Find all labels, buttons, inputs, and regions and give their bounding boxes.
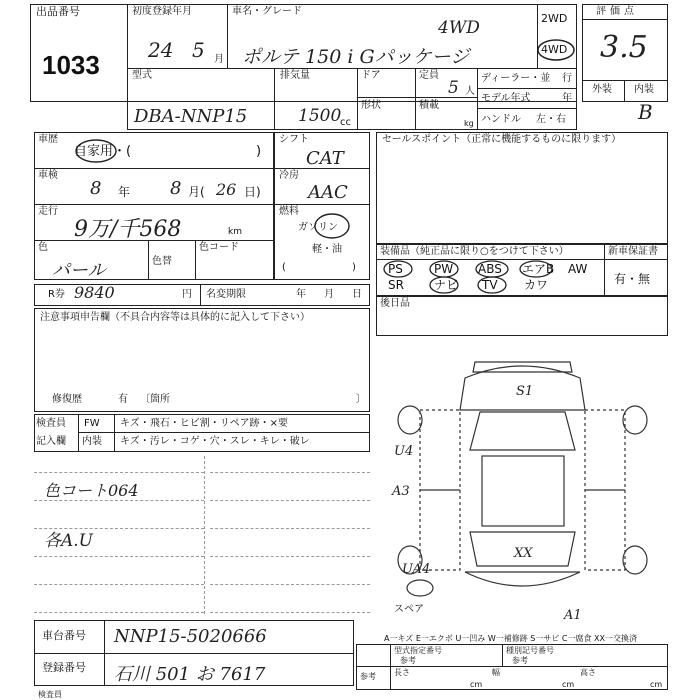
int: 内装 [82, 436, 102, 447]
diagram-legend: A一キズ E一エクボ U一凹み W一補修跡 S一サビ C一腐食 XX一交換済 [384, 634, 638, 643]
recycle-yen: 円 [182, 289, 192, 300]
name-change-day: 日 [352, 289, 362, 300]
displacement: 1500 [298, 106, 342, 126]
dimension-ref: 参考 [360, 672, 376, 681]
insp-month: 8 [170, 178, 182, 199]
warranty-value: 有・無 [614, 272, 651, 286]
fw: FW [84, 418, 100, 429]
recycle-value: 9840 [74, 283, 115, 302]
recycle-label: R券 [48, 289, 65, 300]
type-approval-ref: 参考 [400, 656, 416, 665]
insp-day: 26 [216, 180, 237, 199]
kg: kg [464, 119, 474, 128]
lot-number: 1033 [42, 50, 100, 80]
car-name: ポルテ 150 i Gパッケージ [242, 46, 470, 68]
registration-label: 登録番号 [42, 661, 86, 674]
dealer-label: ディーラー・並 [481, 73, 551, 84]
inspector-label: 検査員 [36, 418, 66, 429]
equip-pw: PW [434, 262, 454, 276]
cc: cc [340, 117, 351, 128]
chassis-label: 車台番号 [42, 629, 86, 642]
km: km [228, 227, 242, 237]
repair-place-close: 〕 [356, 394, 366, 405]
shift-label: シフト [279, 134, 309, 145]
name-change-year: 年 [296, 289, 306, 300]
mark-s1: S1 [516, 384, 534, 399]
model-year-unit: 年 [562, 93, 572, 104]
type-approval-label: 型式指定番号 [394, 646, 442, 655]
sales-label: セールスポイント（正常に機能するものに限ります） [382, 134, 622, 145]
lot-label: 出品番号 [36, 5, 80, 18]
drive-2wd: 2WD [541, 12, 568, 25]
fuel-opts: ガソリン [298, 222, 338, 233]
load-label: 積載 [419, 100, 439, 111]
displacement-label: 排気量 [280, 70, 310, 81]
equip-navi: ナビ [434, 278, 459, 292]
repair-value: 有 [118, 394, 128, 405]
footer-label: 検査員 [38, 690, 62, 699]
mark-xx: XX [514, 546, 533, 561]
drive-4wd-circle [536, 38, 576, 62]
height-label: 高さ [580, 668, 596, 677]
equip-abs: ABS [478, 262, 502, 276]
fuel-label: 燃料 [279, 206, 299, 217]
ac-label: 冷房 [279, 170, 299, 181]
first-reg-month-unit: 月 [214, 54, 224, 65]
length-cm: cm [470, 680, 483, 689]
fuel-paren-close: ) [352, 262, 356, 273]
remarks-line-1: 色コート064 [44, 481, 139, 500]
equip-tv: TV [482, 278, 498, 292]
spare-label: スペア [394, 604, 424, 615]
handle-label: ハンドル [481, 114, 521, 125]
score-label: 評価点 [596, 6, 638, 17]
model-year-label: モデル年式 [481, 93, 531, 104]
insp-month-unit: 月( [188, 185, 205, 199]
insp-year-unit: 年 [118, 185, 131, 199]
interior-grade: B [638, 100, 653, 124]
drive-4wd: 4WD [541, 43, 568, 56]
insp-year: 8 [90, 178, 102, 199]
inspection-label: 車検 [38, 170, 58, 181]
width-cm: cm [562, 680, 575, 689]
first-reg-year: 24 [148, 38, 174, 62]
equip-leather: カワ [524, 278, 549, 292]
car-name-label: 車名・グレード [232, 6, 302, 17]
warranty-label: 新車保証書 [608, 246, 658, 257]
drive-note: 4WD [438, 18, 480, 38]
height-cm: cm [650, 680, 663, 689]
color-change-label: 色替 [152, 256, 172, 267]
first-reg-month: 5 [192, 38, 205, 62]
type-number-ref: 参考 [512, 656, 528, 665]
chassis-value: NNP15-5020666 [114, 626, 267, 647]
mark-ua4: UA4 [402, 562, 431, 577]
name-change-label: 名変期限 [206, 289, 246, 300]
equip-circles [376, 258, 556, 298]
color: パール [52, 260, 106, 281]
exterior-label: 外装 [592, 84, 612, 95]
remarks-label: 後日品 [380, 298, 410, 309]
handle-value: 左・右 [536, 114, 566, 125]
color-label: 色 [38, 242, 48, 253]
equip-sr: SR [388, 278, 404, 292]
mileage-label: 走行 [38, 206, 58, 217]
int-desc: キズ・汚レ・コゲ・穴・スレ・キレ・破レ [120, 436, 310, 447]
capacity-label: 定員 [419, 70, 439, 81]
first-reg-label: 初度登録年月 [132, 6, 192, 17]
equip-airbag: エアB [522, 262, 555, 276]
shift-value: CAT [306, 148, 344, 169]
length-label: 長さ [394, 668, 410, 677]
insp-day-unit: 日) [244, 185, 261, 199]
type-number-label: 種別記号番号 [506, 646, 554, 655]
ac-value: AAC [308, 182, 348, 203]
sales-box [376, 132, 668, 244]
usage-close: ) [256, 144, 262, 159]
notes-label: 注意事項申告欄（不具合内容等は具体的に記入して下さい） [40, 312, 310, 323]
equipment-label: 装備品（純正品に限り○をつけて下さい） [380, 246, 569, 257]
model: DBA-NNP15 [134, 106, 248, 127]
color-code-label: 色コード [199, 242, 239, 253]
repair-place-open: 〔箇所 [140, 394, 170, 405]
interior-label: 内装 [634, 84, 654, 95]
mark-a1: A1 [564, 608, 582, 623]
equip-ps: PS [388, 262, 403, 276]
capacity: 5 [448, 78, 459, 98]
mileage: 9万/千568 [74, 217, 182, 242]
model-label: 型式 [132, 70, 152, 81]
mark-a3: A3 [392, 484, 410, 499]
person-unit: 人 [465, 86, 475, 97]
fuel-opt2: 軽・油 [312, 244, 342, 255]
remarks-line-2: 各A.U [44, 531, 94, 551]
fuel-paren-open: ( [282, 262, 286, 273]
mark-u4: U4 [394, 444, 414, 459]
entry-label: 記入欄 [36, 436, 66, 447]
score: 3.5 [600, 30, 648, 65]
dealer-value: 行 [562, 73, 572, 84]
repair-label: 修復歴 [52, 394, 82, 405]
fw-desc: キズ・飛石・ヒビ割・リペア跡・×要 [120, 418, 288, 429]
registration-value: 石川 501 お 7617 [114, 664, 266, 685]
name-change-month: 月 [324, 289, 334, 300]
shape-label: 形状 [361, 100, 381, 111]
width-label: 幅 [492, 668, 500, 677]
remarks-box [376, 296, 668, 336]
equip-aw: AW [568, 262, 588, 276]
usage: 自家用・( [74, 144, 132, 159]
door-label: ドア [361, 70, 381, 81]
history-label: 車歴 [38, 134, 58, 145]
